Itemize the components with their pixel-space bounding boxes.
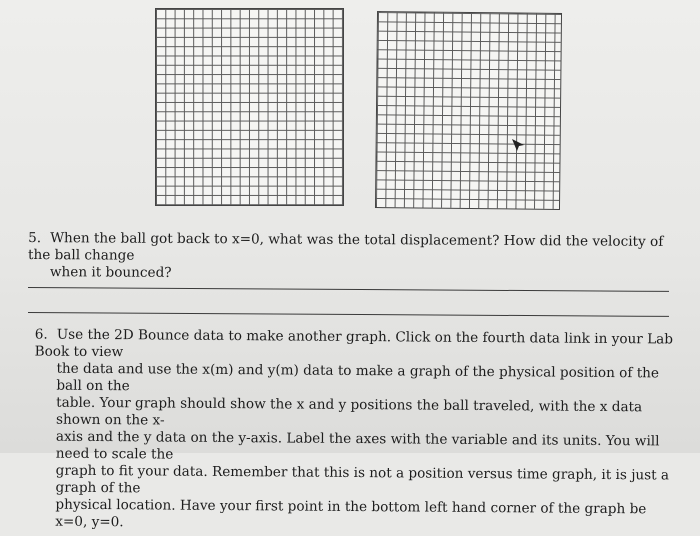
question-5-line-2: when it bounced? bbox=[49, 264, 172, 281]
mouse-cursor-icon bbox=[511, 138, 525, 152]
answer-line-1[interactable] bbox=[28, 287, 669, 292]
question-5-line-1: When the ball got back to x=0, what was the total displacement? How did the velocity of the ball change bbox=[27, 230, 664, 264]
question-6-line-2: the data and use the x(m) and y(m) data to make a graph of the physical position of the ball on the bbox=[56, 360, 660, 395]
question-6-line-6: physical location. Have your first point in the bottom left hand corner of the graph be x=0, y=0. bbox=[55, 496, 647, 531]
question-6-line-4: axis and the y data on the y-axis. Label the axes with the variable and its units. You will need to scale the bbox=[55, 428, 660, 463]
question-6-line-5: graph to fit your data. Remember that this is not a position versus time graph, it is just a graph of the bbox=[55, 462, 670, 497]
question-6-line-3: table. Your graph should show the x and y positions the ball traveled, with the x data shown on the x- bbox=[56, 394, 643, 429]
question-5-number: 5. bbox=[28, 230, 42, 247]
question-6-line-1: Use the 2D Bounce data to make another graph. Click on the fourth data link in your Lab Book to view bbox=[34, 326, 674, 361]
question-5 bbox=[28, 230, 678, 285]
answer-line-2[interactable] bbox=[28, 312, 669, 317]
question-6-number: 6. bbox=[34, 326, 48, 343]
graph-paper-grid-left bbox=[155, 8, 344, 206]
graph-paper-grid-right bbox=[375, 11, 562, 210]
question-6 bbox=[33, 326, 675, 535]
